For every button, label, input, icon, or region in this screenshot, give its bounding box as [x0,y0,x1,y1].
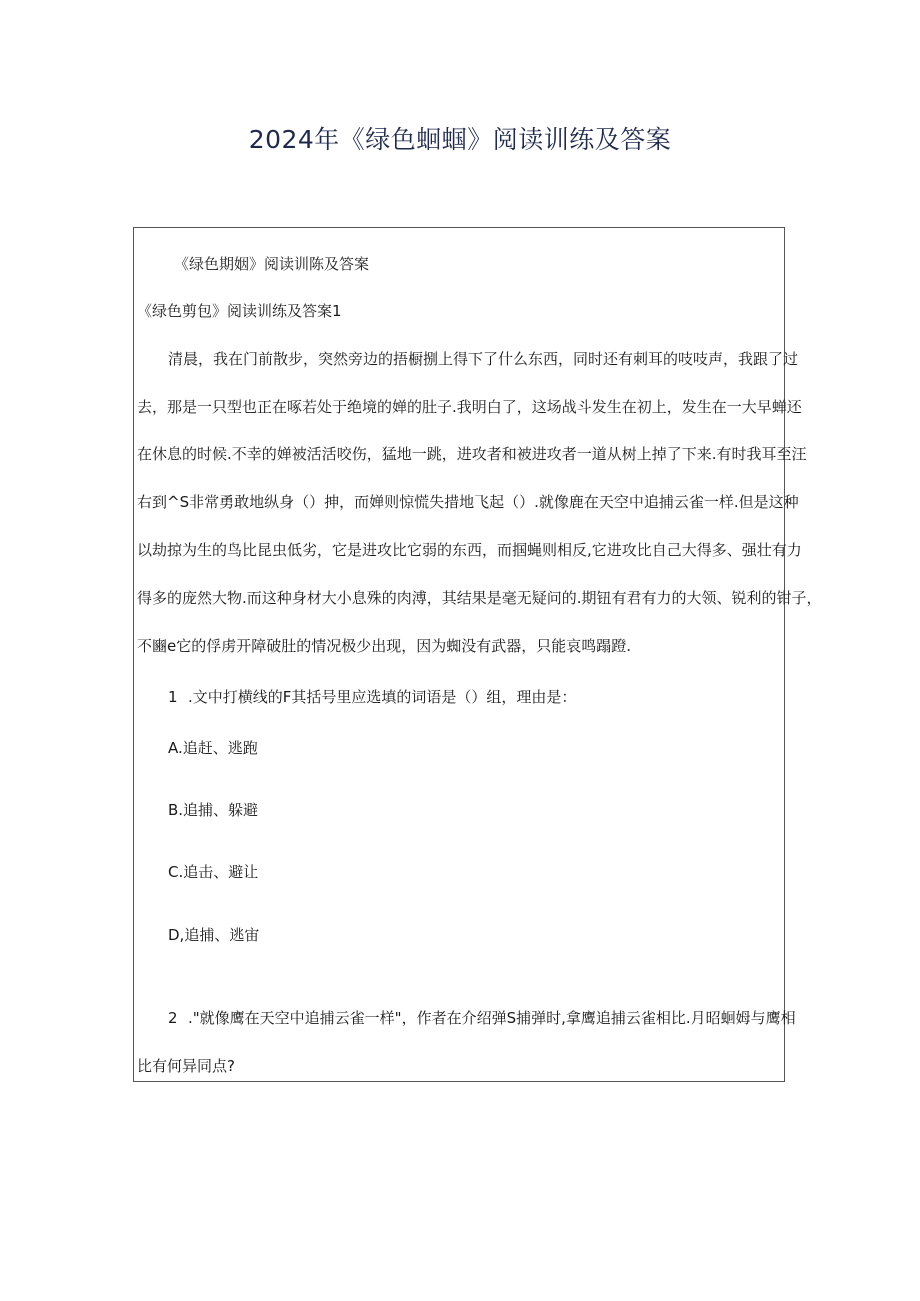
paragraph-line: 去，那是一只型也正在啄若处于绝境的婵的肚子.我明白了，这场战斗发生在初上，发生在一大早蝉还 [137,398,802,416]
paragraph-line: 右到^S非常勇敢地纵身（）抻，而婵则惊慌失措地飞起（）.就像鹿在天空中追捕云雀一样.但是这种 [137,493,799,511]
paragraph-line: 在休息的时候.不幸的婵被活活咬伤，猛地一跳，进攻者和被进攻者一道从树上掉了下来.有时我耳至汪 [137,445,807,463]
option-c: C.追击、避让 [168,863,259,881]
option-a: A.追赶、逃跑 [168,739,258,757]
content-frame [133,227,822,1082]
option-d: D,追捕、逃宙 [168,926,260,944]
paragraph-line: 清晨，我在门前散步，突然旁边的捂橱捌上得下了什么东西，同时还有刺耳的吱吱声，我跟了过 [168,350,799,368]
paragraph-line: 得多的庞然大物.而这种身材大小息殊的肉溥，其结果是毫无疑问的.期钮有君有力的大领、锐利的钳子， [137,589,822,607]
question-1-text: .文中打横线的F其括号里应选填的词语是（）组，理由是： [188,688,577,706]
document-title: 2024年《绿色蛔蝈》阅读训练及答案 [248,125,672,154]
question-2-text: ."就像鹰在天空中追捕云雀一样"，作者在介绍弹S捕弹时,拿鹰追捕云雀相比.月昭蛔姆与鹰相 [188,1009,796,1027]
question-1-number: 1 [168,688,178,706]
paragraph-line: 以劫掠为生的鸟比昆虫低劣，它是进攻比它弱的东西，而掴蝇则相反,它进攻比自己大得多、强壮有力 [137,541,802,559]
question-2-number: 2 [168,1009,178,1027]
option-b: B.追捕、躲避 [168,801,259,819]
question-2-continuation: 比有何异同点? [137,1057,235,1075]
content-subheading: 《绿色剪包》阅读训练及答案1 [137,302,342,320]
content-heading: 《绿色期姻》阅读训陈及答案 [174,255,370,273]
paragraph-line: 不豳e它的俘虏开障破肚的情况极少出现，因为蜘没有武器，只能哀鸣蹋蹬. [137,637,631,655]
